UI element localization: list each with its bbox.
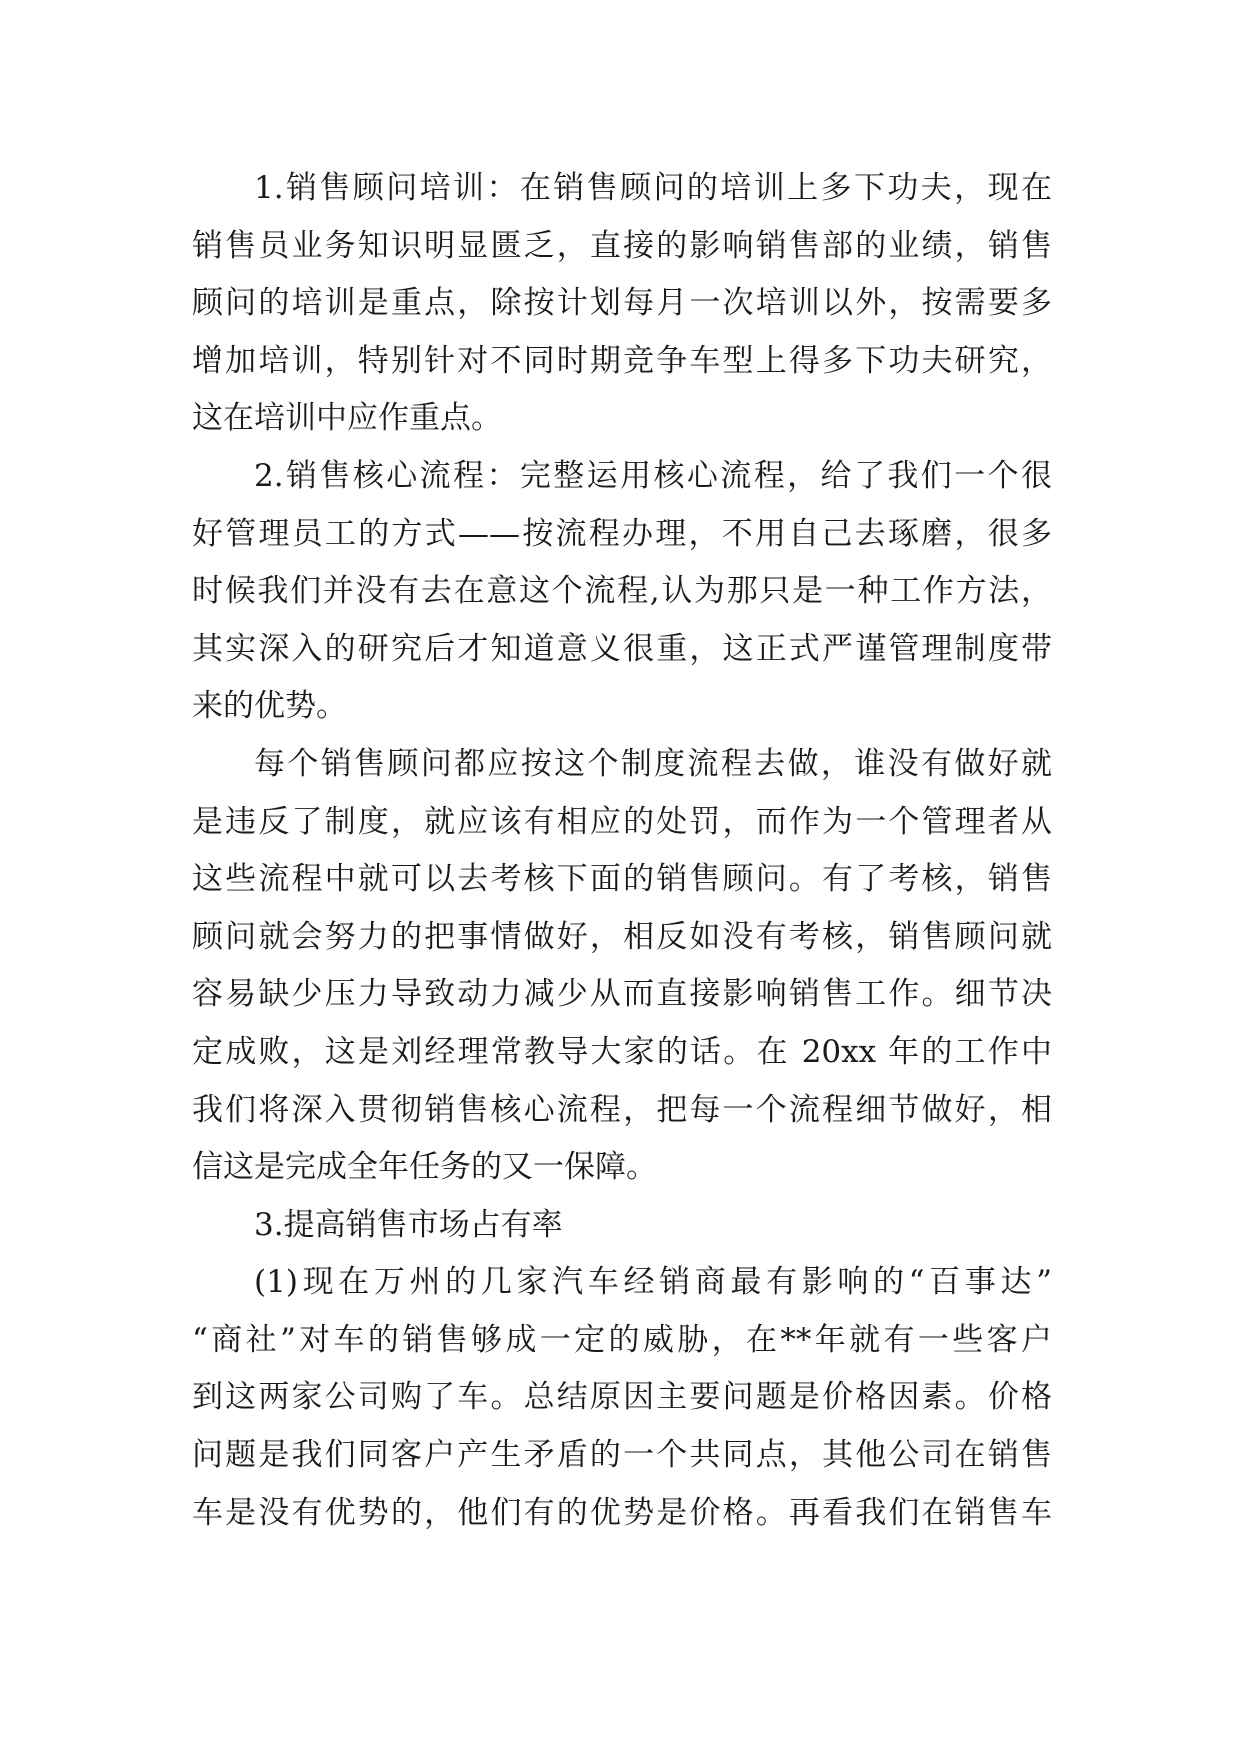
text-line: 到这两家公司购了车。总结原因主要问题是价格因素。价格 bbox=[192, 1379, 1052, 1416]
text-line: 每个销售顾问都应按这个制度流程去做，谁没有做好就 bbox=[254, 745, 1052, 782]
text-line: 1.销售顾问培训：在销售顾问的培训上多下功夫，现在 bbox=[254, 170, 1052, 206]
text-line: 容易缺少压力导致动力减少从而直接影响销售工作。细节决 bbox=[192, 976, 1052, 1013]
text-line: 2.销售核心流程：完整运用核心流程，给了我们一个很 bbox=[254, 457, 1052, 494]
text-line: 时候我们并没有去在意这个流程,认为那只是一种工作方法， bbox=[192, 573, 1052, 610]
text-line: 顾问就会努力的把事情做好，相反如没有考核，销售顾问就 bbox=[192, 918, 1052, 955]
text-line: 增加培训，特别针对不同时期竞争车型上得多下功夫研究， bbox=[192, 342, 1052, 379]
text-line: 信这是完成全年任务的又一保障。 bbox=[192, 1149, 657, 1186]
text-line: 3.提高销售市场占有率 bbox=[254, 1206, 563, 1243]
text-line: 车是没有优势的，他们有的优势是价格。再看我们在销售车 bbox=[192, 1494, 1052, 1531]
text-line: 问题是我们同客户产生矛盾的一个共同点，其他公司在销售 bbox=[192, 1437, 1052, 1474]
text-line: 销售员业务知识明显匮乏，直接的影响销售部的业绩，销售 bbox=[192, 227, 1052, 264]
text-line: 其实深入的研究后才知道意义很重，这正式严谨管理制度带 bbox=[192, 630, 1052, 667]
text-line: 顾问的培训是重点，除按计划每月一次培训以外，按需要多 bbox=[192, 285, 1052, 322]
body-text bbox=[192, 160, 1052, 1542]
text-line: 这些流程中就可以去考核下面的销售顾问。有了考核，销售 bbox=[192, 861, 1052, 898]
text-line: 好管理员工的方式——按流程办理，不用自己去琢磨，很多 bbox=[192, 515, 1052, 552]
text-line: 定成败，这是刘经理常教导大家的话。在 20xx 年的工作中 bbox=[192, 1033, 1052, 1070]
text-line: “商社”对车的销售够成一定的威胁，在**年就有一些客户 bbox=[192, 1321, 1052, 1358]
text-line: 是违反了制度，就应该有相应的处罚，而作为一个管理者从 bbox=[192, 803, 1052, 840]
text-line: (1)现在万州的几家汽车经销商最有影响的“百事达” bbox=[254, 1264, 1052, 1301]
text-line: 来的优势。 bbox=[192, 688, 347, 725]
text-line: 我们将深入贯彻销售核心流程，把每一个流程细节做好，相 bbox=[192, 1091, 1052, 1128]
text-line: 这在培训中应作重点。 bbox=[192, 400, 502, 437]
